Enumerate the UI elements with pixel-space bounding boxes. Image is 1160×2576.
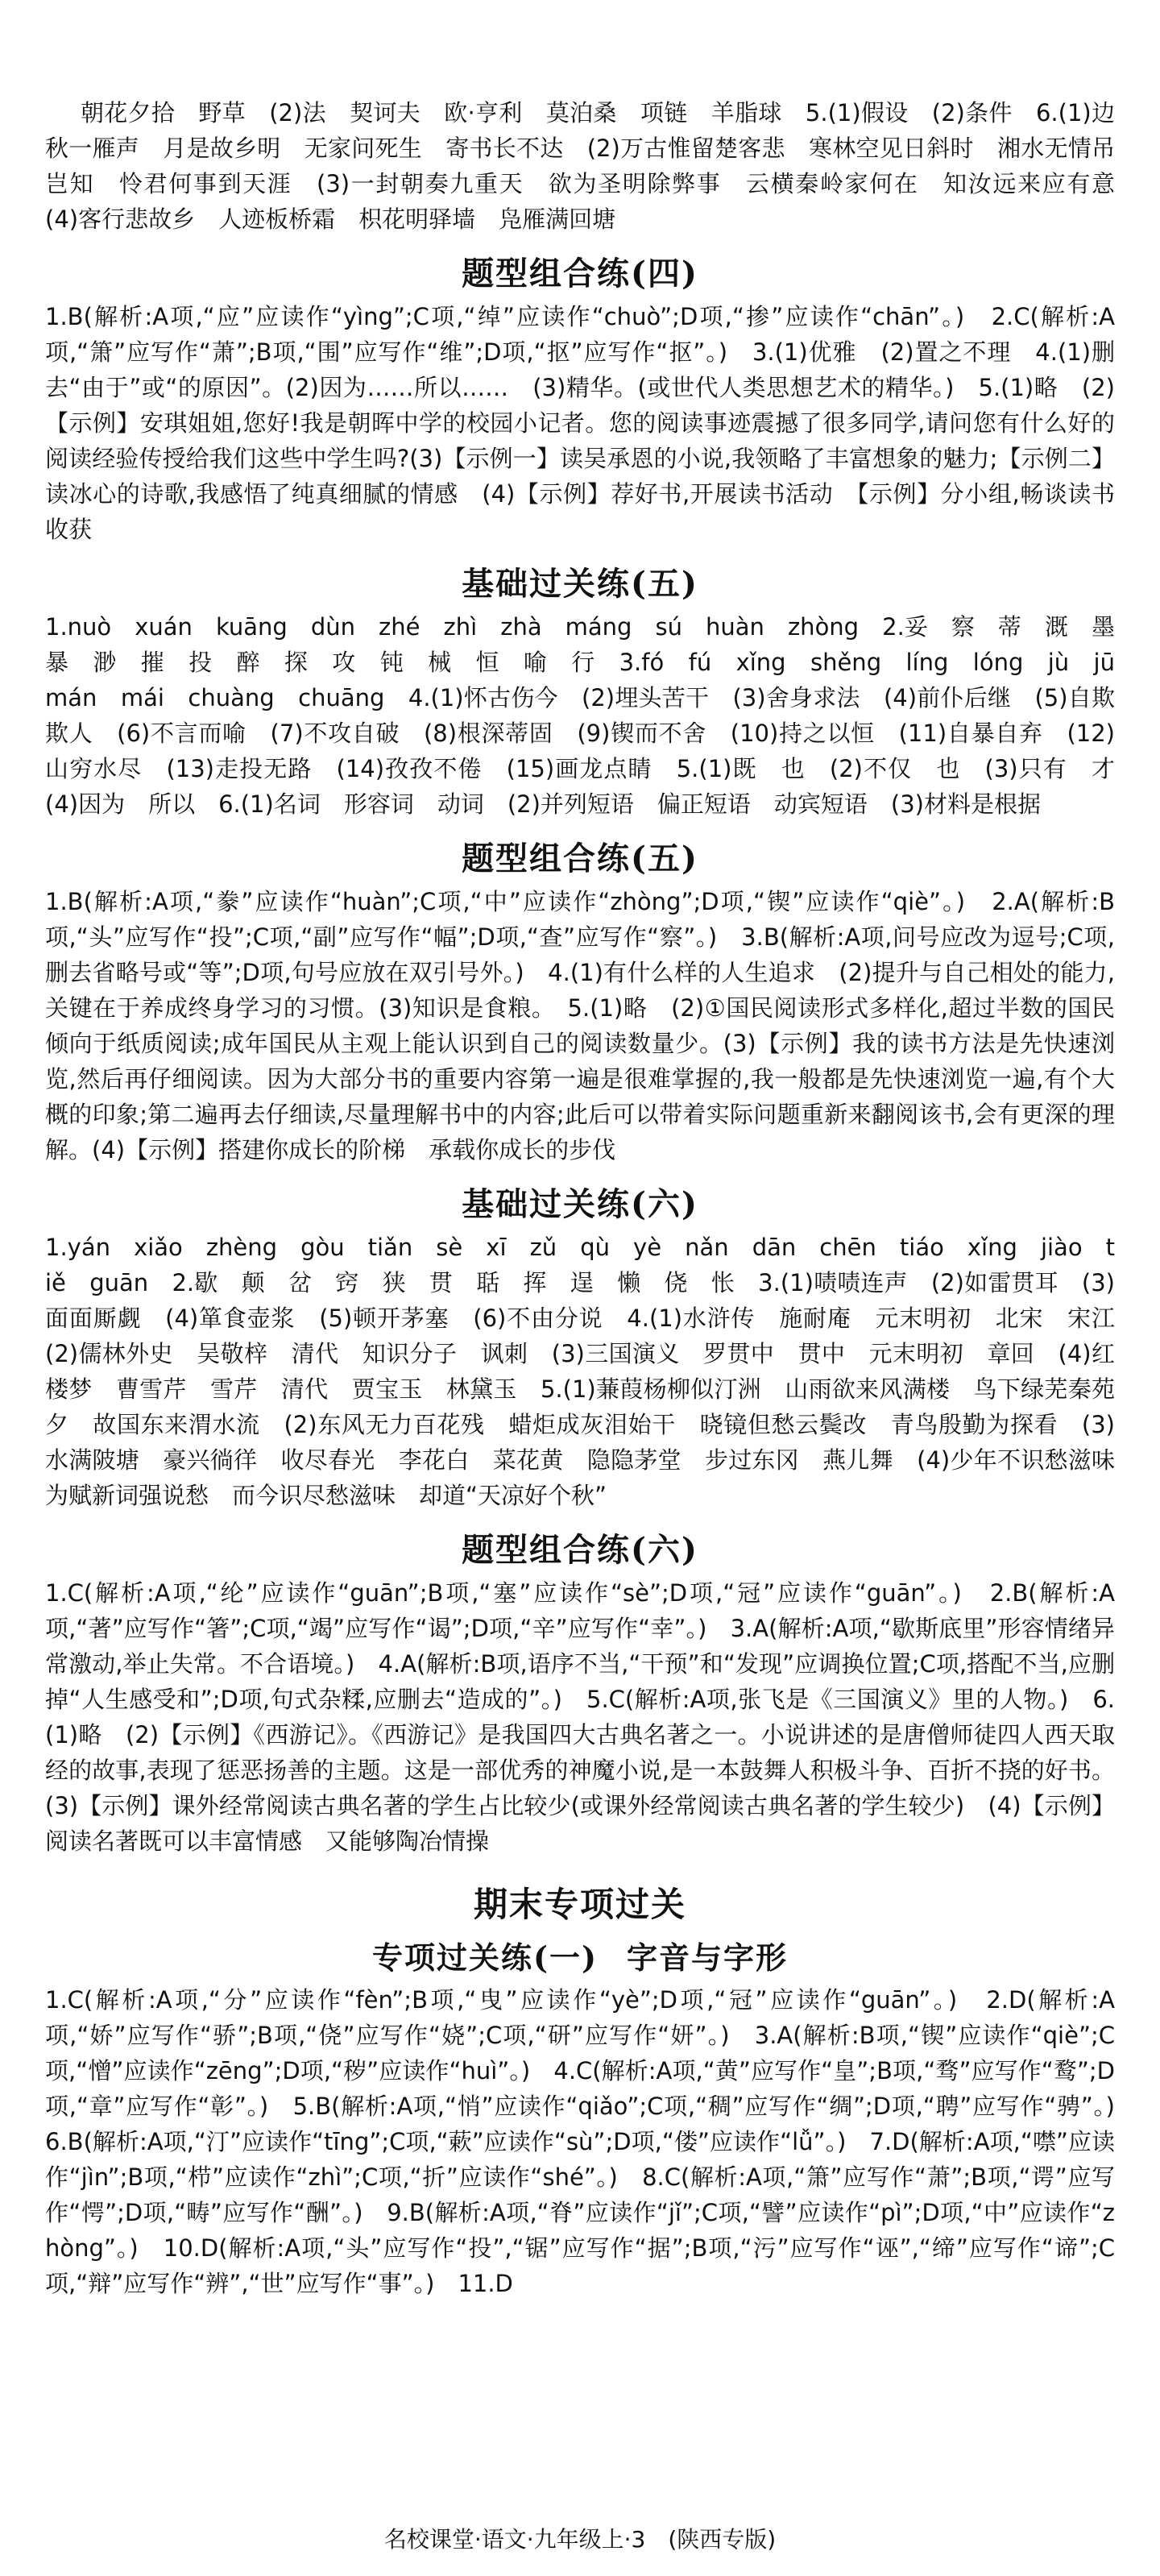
intro-paragraph: 朝花夕拾 野草 (2)法 契诃夫 欧·亨利 莫泊桑 项链 羊脂球 5.(1)假设 (2)条件 6.(1)边秋一雁声 月是故乡明 无家问死生 寄书长不达 (2)万古惟留楚客悲 寒林空见日斜时 湘水无情吊岂知 怜君何事到天涯 (3)一封朝奏九重天 欲为圣明除弊事 云横秦岭家何在 知汝远来应有意 (4)客行悲故乡 人迹板桥霜 枳花明驿墙 凫雁满回塘 — [45, 99, 1139, 233]
section-body-6a: 1.yán xiǎo zhèng gòu tiǎn sè xī zǔ qù yè nǎn dān chēn tiáo xǐng jiào tiě guān 2.歇 颠 岔 窍 狭 贯 聒 挥 逞 懒 侥 怅 3.(1)啧啧连声 (2)如雷贯耳 (3)面面厮觑 (4)箪食壶浆 (5)顿开茅塞 (6)不由分说 4.(1)水浒传 施耐庵 元末明初 北宋 宋江 (2)儒林外史 吴敬梓 清代 知识分子 讽刺 (3)三国演义 罗贯中 贯中 元末明初 章回 (4)红楼梦 曹雪芹 雪芹 清代 贾宝玉 林黛玉 5.(1)蒹葭杨柳似汀洲 山雨欲来风满楼 鸟下绿芜秦苑夕 故国东来渭水流 (2)东风无力百花残 蜡炬成灰泪始干 晓镜但愁云鬓改 青鸟殷勤为探看 (3)水满陂塘 豪兴徜徉 收尽春光 李花白 菜花黄 隐隐茅堂 步过东冈 燕儿舞 (4)少年不识愁滋味 为赋新词强说愁 而今识尽愁滋味 却道“天凉好个秋” — [45, 1234, 1139, 1509]
page-footer: 名校课堂·语文·九年级上·3 (陕西专版) — [383, 2526, 777, 2553]
section-title-5a: 基础过关练(五) — [462, 565, 698, 603]
section-body-5b: 1.B(解析:A项,“豢”应读作“huàn”;C项,“中”应读作“zhòng”;D项,“锲”应读作“qiè”。) 2.A(解析:B项,“头”应写作“投”;C项,“副”应写作“幅”;D项,“查”应写作“察”。) 3.B(解析:A项,问号应改为逗号;C项,删去省略号或“等”;D项,句号应放在双引号外。) 4.(1)有什么样的人生追求 (2)提升与自己相处的能力,关键在于养成终身学习的习惯。(3)知识是食粮。 5.(1)略 (2)①国民阅读形式多样化,超过半数的国民倾向于纸质阅读;成年国民从主观上能认识到自己的阅读数量少。(3)【示例】我的读书方法是先快速浏览,然后再仔细阅读。因为大部分书的重要内容第一遍是很难掌握的,我一般都是先快速浏览一遍,有个大概的印象;第二遍再去仔细读,尽量理解书中的内容;此后可以带着实际问题重新来翻阅该书,会有更深的理解。(4)【示例】搭建你成长的阶梯 承载你成长的步伐 — [45, 888, 1115, 1164]
section-title-4a: 题型组合练(四) — [462, 255, 698, 292]
final-subtitle-right: 字音与字形 — [626, 1939, 788, 1976]
section-title-6a: 基础过关练(六) — [462, 1185, 698, 1223]
section-title-6b: 题型组合练(六) — [462, 1531, 698, 1569]
section-title-5b: 题型组合练(五) — [462, 840, 698, 877]
final-review-body: 1.C(解析:A项,“分”应读作“fèn”;B项,“曳”应读作“yè”;D项,“冠”应读作“guān”。) 2.D(解析:A项,“娇”应写作“骄”;B项,“侥”应写作“娆”;C项,“研”应写作“妍”。) 3.A(解析:B项,“锲”应读作“qiè”;C项,“憎”应读作“zēng”;D项,“秽”应读作“huì”。) 4.C(解析:A项,“黄”应写作“皇”;B项,“骛”应写作“鹜”;D项,“章”应写作“彰”。) 5.B(解析:A项,“悄”应读作“qiǎo”;C项,“稠”应写作“绸”;D项,“聘”应写作“骋”。) 6.B(解析:A项,“汀”应读作“tīng”;C项,“蔌”应读作“sù”;D项,“偻”应读作“lǚ”。) 7.D(解析:A项,“噤”应读作“jìn”;B项,“栉”应读作“zhì”;C项,“折”应读作“shé”。) 8.C(解析:A项,“箫”应写作“萧”;B项,“谔”应写作“愕”;D项,“畴”应写作“酬”。) 9.B(解析:A项,“脊”应读作“jǐ”;C项,“譬”应读作“pì”;D项,“中”应读作“zhòng”。) 10.D(解析:A项,“头”应写作“投”,“锯”应写作“据”;B项,“污”应写作“诬”,“缔”应写作“谛”;C项,“辩”应写作“辨”,“世”应写作“事”。) 11.D — [45, 1986, 1139, 2297]
section-body-6b: 1.C(解析:A项,“纶”应读作“guān”;B项,“塞”应读作“sè”;D项,“冠”应读作“guān”。) 2.B(解析:A项,“著”应写作“箸”;C项,“竭”应写作“谒”;D项,“辛”应写作“幸”。) 3.A(解析:A项,“歇斯底里”形容情绪异常激动,举止失常。不合语境。) 4.A(解析:B项,语序不当,“干预”和“发现”应调换位置;C项,搭配不当,应删掉“人生感受和”;D项,句式杂糅,应删去“造成的”。) 5.C(解析:A项,张飞是《三国演义》里的人物。) 6.(1)略 (2)【示例】《西游记》。《西游记》是我国四大古典名著之一。小说讲述的是唐僧师徒四人西天取经的故事,表现了惩恶扬善的主题。这是一部优秀的神魔小说,是一本鼓舞人积极斗争、百折不挠的好书。(3)【示例】课外经常阅读古典名著的学生占比较少(或课外经常阅读古典名著的学生较少) (4)【示例】阅读名著既可以丰富情感 又能够陶冶情操 — [45, 1579, 1115, 1855]
section-body-5a: 1.nuò xuán kuāng dùn zhé zhì zhà máng sú huàn zhòng 2.妥 察 蒂 溉 墨 暴 渺 摧 投 醉 探 攻 钝 械 恒 喻 行 3.fó fú xǐng shěng líng lóng jù jū mán mái chuàng chuāng 4.(1)怀古伤今 (2)埋头苦干 (3)舍身求法 (4)前仆后继 (5)自欺欺人 (6)不言而喻 (7)不攻自破 (8)根深蒂固 (9)锲而不舍 (10)持之以恒 (11)自暴自弃 (12)山穷水尽 (13)走投无路 (14)孜孜不倦 (15)画龙点睛 5.(1)既 也 (2)不仅 也 (3)只有 才 (4)因为 所以 6.(1)名词 形容词 动词 (2)并列短语 偏正短语 动宾短语 (3)材料是根据 — [45, 613, 1139, 818]
final-subtitle-left: 专项过关练(一) — [372, 1939, 598, 1976]
section-body-4a: 1.B(解析:A项,“应”应读作“yìng”;C项,“绰”应读作“chuò”;D项,“掺”应读作“chān”。) 2.C(解析:A项,“箫”应写作“萧”;B项,“围”应写作“维”;D项,“抠”应写作“抠”。) 3.(1)优雅 (2)置之不理 4.(1)删去“由于”或“的原因”。(2)因为……所以…… (3)精华。(或世代人类思想艺术的精华。) 5.(1)略 (2)【示例】安琪姐姐,您好!我是朝晖中学的校园小记者。您的阅读事迹震撼了很多同学,请问您有什么好的阅读经验传授给我们这些中学生吗?(3)【示例一】读吴承恩的小说,我领略了丰富想象的魅力;【示例二】读冰心的诗歌,我感悟了纯真细腻的情感 (4)【示例】荐好书,开展读书活动 【示例】分小组,畅谈读书收获 — [45, 303, 1115, 543]
final-review-title: 期末专项过关 — [473, 1885, 686, 1924]
final-review-subtitle — [45, 1933, 1115, 1977]
